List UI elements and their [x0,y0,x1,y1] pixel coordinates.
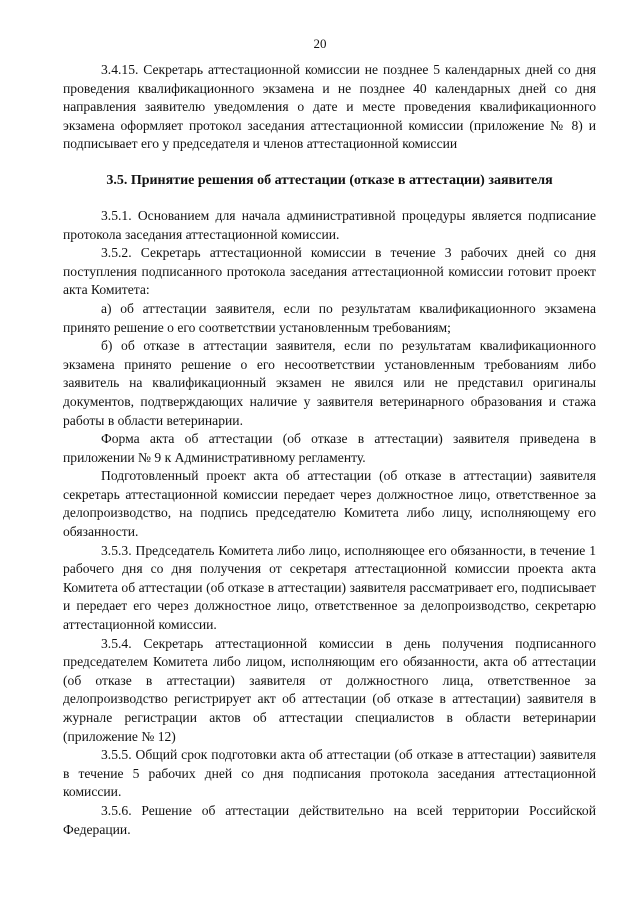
page-number: 20 [313,36,327,51]
paragraph-item-a: а) об аттестации заявителя, если по результатам квалификационного экзамена принято решение о его соответствии установленным требованиям; [63,300,596,335]
document-body [63,61,596,839]
paragraph-draft-transfer: Подготовленный проект акта об аттестации (об отказе в аттестации) заявителя секретарь аттестационной комиссии передает через должностное лицо, ответственное за делопроизводство, на подпись председателю Комитета либо лицу, исполняющему его обязанности. [63,468,596,540]
paragraph-3-5-1: 3.5.1. Основанием для начала административной процедуры является подписание протокола заседания аттестационной комиссии. [63,207,596,242]
paragraph-3-5-5: 3.5.5. Общий срок подготовки акта об аттестации (об отказе в аттестации) заявителя в течение 5 рабочих дней со дня подписания протокола заседания аттестационной комиссии. [63,747,596,800]
paragraph-3-5-4: 3.5.4. Секретарь аттестационной комиссии в день получения подписанного председателем Комитета либо лицом, исполняющим его обязанности, акта об аттестации (об отказе в аттестации) заявителя от должностного лица, ответственное за делопроизводство регистрирует акт об аттестации (об отказе в аттестации) заявителя в журнале регистрации актов об аттестации специалистов в области ветеринарии (приложение № 12) [63,635,596,744]
section-heading: 3.5. Принятие решения об аттестации (отказе в аттестации) заявителя [106,172,553,188]
paragraph-item-b: б) об отказе в аттестации заявителя, если по результатам квалификационного экзамена принято решение о его несоответствии установленным требованиям либо заявитель на квалификационный экзамен не явился или не представил оригиналы документов, подтверждающих наличие у заявителя ветеринарного образования и стажа работы в области ветеринарии. [63,338,596,428]
paragraph-form-reference: Форма акта об аттестации (об отказе в аттестации) заявителя приведена в приложении № 9 к Административному регламенту. [63,431,596,465]
paragraph-3-5-6: 3.5.6. Решение об аттестации действительно на всей территории Российской Федерации. [63,802,596,837]
paragraph-3-5-2: 3.5.2. Секретарь аттестационной комиссии в течение 3 рабочих дней со дня поступления подписанного протокола заседания аттестационной комиссии готовит проект акта Комитета: [63,245,596,298]
paragraph-3-4-15: 3.4.15. Секретарь аттестационной комиссии не позднее 5 календарных дней со дня проведения квалификационного экзамена и не позднее 40 календарных дней со дня направления заявителю уведомления о дате и месте проведения квалификационного экзамена оформляет протокол заседания аттестационной комиссии (приложение № 8) и подписывает его у председателя и членов аттестационной комиссии [63,62,596,152]
paragraph-3-5-3: 3.5.3. Председатель Комитета либо лицо, исполняющее его обязанности, в течение 1 рабочего дня со дня получения от секретаря аттестационной комиссии проекта акта Комитета об аттестации (об отказе в аттестации) заявителя рассматривает его, подписывает и передает его через должностное лицо, ответственное за делопроизводство, секретарю аттестационной комиссии. [63,542,596,633]
